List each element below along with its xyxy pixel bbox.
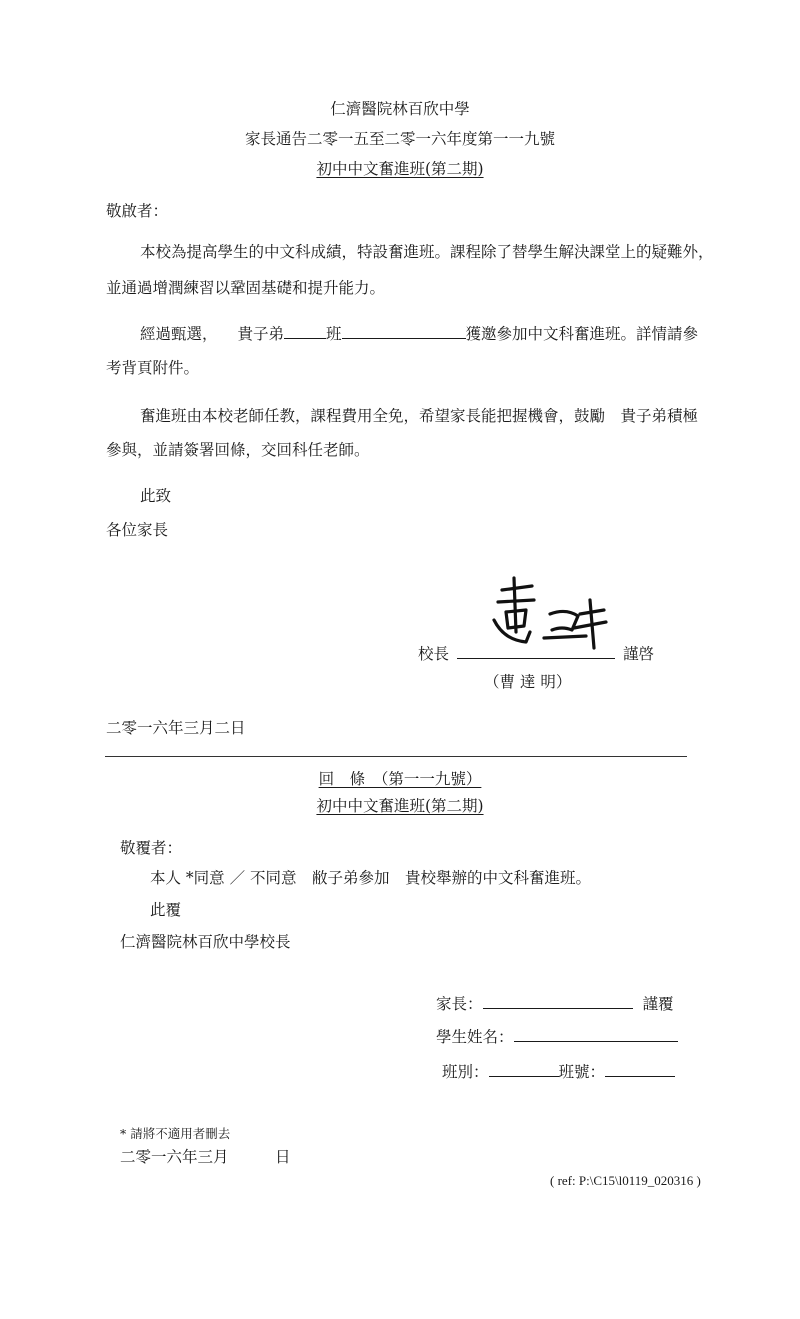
number-label: 班號： — [558, 1063, 606, 1081]
student-name-blank — [342, 324, 466, 339]
paragraph-2-line-2: 考背頁附件。 — [106, 359, 200, 377]
reply-title: 回 條 （第一一九號） — [318, 770, 482, 788]
closing-addressee: 各位家長 — [106, 521, 169, 539]
school-name: 仁濟醫院林百欣中學 — [330, 100, 470, 118]
letter-date: 二零一六年三月二日 — [106, 719, 246, 737]
number-input-blank[interactable] — [605, 1062, 675, 1077]
reply-salutation: 敬覆者： — [120, 839, 183, 857]
footnote: * 請將不適用者刪去 — [120, 1126, 231, 1141]
principal-name: （曹 達 明） — [484, 673, 572, 691]
guizidi-text: 貴子弟 — [237, 325, 285, 343]
parent-signoff: 謹覆 — [642, 995, 674, 1013]
notice-number: 家長通告二零一五至二零一六年度第一一九號 — [244, 130, 555, 148]
principal-signature-line — [457, 644, 615, 659]
reply-body: 本人 *同意 ／ 不同意 敝子弟參加 貴校舉辦的中文科奮進班。 — [150, 869, 592, 887]
closing-cizhi: 此致 — [140, 487, 172, 505]
reply-closing: 此覆 — [150, 901, 182, 919]
tear-off-divider — [105, 756, 687, 757]
class-input-blank[interactable] — [489, 1062, 559, 1077]
parent-label: 家長： — [436, 995, 483, 1013]
reply-subject: 初中中文奮進班(第二期) — [316, 797, 484, 815]
student-name-input-blank[interactable] — [514, 1027, 678, 1042]
sign-off: 謹啓 — [623, 645, 655, 663]
paragraph-1-line-2: 並通過增潤練習以鞏固基礎和提升能力。 — [106, 279, 386, 297]
file-reference: ( ref: P:\C15\l0119_020316 ) — [550, 1173, 701, 1188]
paragraph-3-line-1: 奮進班由本校老師任教，課程費用全免，希望家長能把握機會，鼓勵 貴子弟積極 — [140, 407, 699, 425]
student-name-row — [436, 1025, 678, 1047]
reply-date: 二零一六年三月 日 — [120, 1148, 291, 1166]
class-blank — [284, 324, 326, 339]
class-text: 班 — [326, 325, 342, 343]
paragraph-3-line-2: 參與，並請簽署回條，交回科任老師。 — [106, 441, 370, 459]
selection-text: 經過甄選， — [140, 325, 218, 343]
reply-addressee: 仁濟醫院林百欣中學校長 — [120, 933, 291, 951]
invitation-text: 獲邀參加中文科奮進班。詳情請參 — [465, 325, 699, 343]
principal-line — [418, 642, 654, 664]
class-label: 班別： — [442, 1063, 489, 1081]
notice-subject: 初中中文奮進班(第二期) — [316, 160, 484, 178]
salutation: 敬啟者： — [106, 202, 169, 220]
class-number-row — [442, 1060, 675, 1082]
student-name-label: 學生姓名： — [436, 1028, 514, 1046]
parent-signature-row — [436, 992, 674, 1014]
principal-label: 校長 — [418, 645, 450, 663]
parent-signature-blank[interactable] — [483, 994, 633, 1009]
paragraph-2-line-1 — [140, 322, 698, 344]
paragraph-1-line-1: 本校為提高學生的中文科成績，特設奮進班。課程除了替學生解決課堂上的疑難外， — [140, 243, 714, 261]
